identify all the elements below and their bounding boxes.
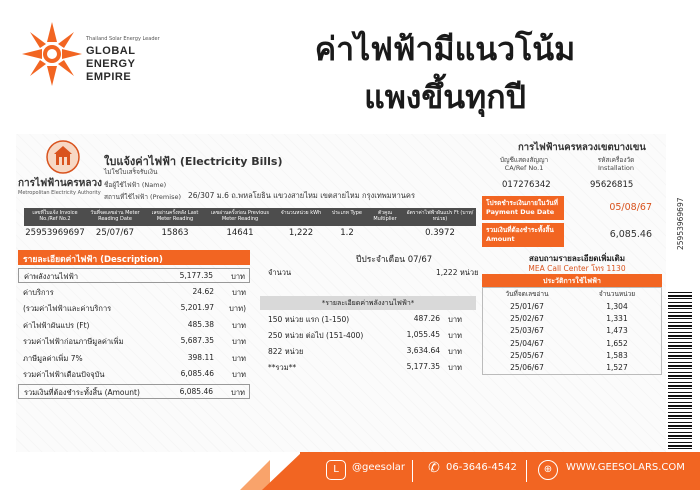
phone-link[interactable]: 06-3646-4542 <box>446 462 517 473</box>
info-header-cell: ตัวคูณ Multiplier <box>373 210 397 222</box>
usage-label: จำนวน <box>268 268 292 277</box>
usage-history-header: ประวัติการใช้ไฟฟ้า <box>482 274 662 287</box>
phone-icon: ✆ <box>428 460 440 476</box>
meter-type: 1.2 <box>340 228 354 238</box>
history-units: 1,331 <box>606 314 628 324</box>
usage-history-row <box>482 363 662 375</box>
history-date: 25/05/67 <box>510 350 544 360</box>
history-units: 1,652 <box>606 338 628 348</box>
energy-detail-unit: บาท <box>448 331 462 340</box>
installation-label-en: Installation <box>597 164 634 173</box>
description-value: 485.38 <box>187 319 214 329</box>
energy-detail-row <box>268 346 478 360</box>
header <box>0 0 700 132</box>
info-header-cell: จำนวนหน่วย kWh <box>280 210 322 216</box>
description-label: ภาษีมูลค่าเพิ่ม 7% <box>23 353 83 363</box>
description-row <box>18 285 250 300</box>
company-logo <box>20 14 180 94</box>
footer <box>0 452 700 490</box>
description-row <box>18 301 250 316</box>
due-date-label: โปรดชำระเงินภายในวันที่ Payment Due Date <box>482 196 564 220</box>
energy-detail-unit: บาท <box>448 347 462 356</box>
energy-detail-row <box>268 362 478 376</box>
description-unit: บาท) <box>229 304 246 313</box>
history-date: 25/03/67 <box>510 326 544 336</box>
multiplier <box>366 228 404 242</box>
description-value: 5,177.35 <box>179 271 213 280</box>
energy-detail-row <box>268 314 478 328</box>
history-col-units: จำนวนหน่วย <box>598 290 636 298</box>
history-date: 25/01/67 <box>510 302 544 311</box>
energy-detail-unit: บาท <box>448 315 462 324</box>
description-header: รายละเอียดค่าไฟฟ้า (Description) <box>18 250 250 265</box>
ca-label-th: บัญชีแสดงสัญญา <box>499 156 549 164</box>
footer-divider <box>412 460 413 482</box>
description-row <box>18 334 250 349</box>
description-label: รวมค่าไฟฟ้าก่อนภาษีมูลค่าเพิ่ม <box>23 337 124 346</box>
description-label: รวมเงินที่ต้องชำระทั้งสิ้น (Amount) <box>24 387 140 397</box>
info-header-cell: เลขที่ใบแจ้ง Invoice No./Ref No.2 <box>32 210 78 222</box>
ca-value: 017276342 <box>502 180 551 190</box>
installation-value: 95626815 <box>590 180 634 190</box>
branch-title: การไฟฟ้านครหลวงเขตบางเขน <box>518 142 646 153</box>
premise-label: สถานที่ใช้ไฟฟ้า (Premise) <box>104 193 181 201</box>
ca-label-en: CA/Ref No.1 <box>504 164 544 173</box>
energy-detail-label: **รวม** <box>268 363 297 372</box>
amount-label: รวมเงินที่ต้องชำระทั้งสิ้น Amount <box>482 223 564 247</box>
barcode-number: 25953969697 <box>676 197 685 250</box>
history-col-date: วันที่จดเลขอ่าน <box>505 290 549 298</box>
bill-title: ใบแจ้งค่าไฟฟ้า (Electricity Bills) <box>104 155 283 168</box>
description-row <box>18 367 250 382</box>
authority-name-en: Metropolitan Electricity Authority <box>18 190 101 196</box>
energy-detail-label: 250 หน่วย ต่อไป (151-400) <box>268 331 364 340</box>
description-row <box>18 318 250 333</box>
meter-info-header <box>24 208 476 226</box>
line-chat-icon: L <box>326 460 346 480</box>
energy-detail-unit: บาท <box>448 363 462 372</box>
history-units: 1,527 <box>606 363 628 372</box>
bill-subtitle: ไม่ใช่ใบเสร็จรับเงิน <box>104 168 158 176</box>
history-date: 25/02/67 <box>510 314 544 324</box>
headline-line-2: แพงขึ้นทุกปี <box>364 78 526 116</box>
description-unit: บาท <box>232 353 246 363</box>
usage-history-row <box>482 339 662 351</box>
logo-line-global: GLOBAL <box>86 45 136 57</box>
info-header-cell: เลขอ่านครั้งหลัง Last Meter Reading <box>151 210 199 222</box>
usage-history-row <box>482 314 662 326</box>
history-units: 1,583 <box>606 350 628 360</box>
due-date-value: 05/08/67 <box>609 202 652 213</box>
mea-seal-icon <box>46 140 80 174</box>
invoice-number: 25953969697 <box>25 228 85 238</box>
footer-divider <box>526 460 527 482</box>
description-label: ค่าพลังงานไฟฟ้า <box>24 272 79 281</box>
last-reading: 15863 <box>161 228 189 238</box>
usage-history-row <box>482 326 662 338</box>
history-date: 25/06/67 <box>510 363 544 372</box>
description-value: 5,201.97 <box>180 303 214 312</box>
energy-detail-value: 1,055.45 <box>406 330 440 339</box>
energy-detail-value: 5,177.35 <box>406 362 440 371</box>
description-unit: บาท <box>231 272 245 281</box>
call-center: MEA Call Center โทร 1130 <box>528 264 626 273</box>
name-label: ชื่อผู้ใช้ไฟฟ้า (Name) <box>104 181 167 189</box>
description-unit: บาท <box>231 387 245 397</box>
description-unit: บาท <box>232 337 246 346</box>
barcode <box>668 292 692 452</box>
description-value: 24.62 <box>192 286 214 296</box>
energy-detail-value: 487.26 <box>413 314 440 323</box>
footer-accent <box>262 452 302 490</box>
electricity-bill <box>16 134 666 452</box>
description-row <box>18 268 250 283</box>
description-value: 398.11 <box>187 352 214 362</box>
history-units: 1,473 <box>606 326 628 336</box>
usage-value: 1,222 หน่วย <box>436 268 479 277</box>
headline-line-1: ค่าไฟฟ้ามีแนวโน้ม <box>314 30 576 68</box>
kwh-units: 1,222 <box>288 228 314 238</box>
energy-detail-row <box>268 330 478 344</box>
energy-detail-value: 3,634.64 <box>406 346 440 355</box>
info-header-cell: อัตราค่าไฟฟ้าผันแปร Ft (บาท/หน่วย) <box>406 210 474 222</box>
installation-label-th: รหัสเครื่องวัด <box>597 156 635 164</box>
more-info-title: สอบถามรายละเอียดเพิ่มเติม <box>529 254 625 263</box>
usage-history-row <box>482 351 662 363</box>
website-link[interactable]: WWW.GEESOLARS.COM <box>566 462 685 473</box>
info-header-cell: เลขอ่านครั้งก่อน Previous Meter Reading <box>210 210 270 222</box>
billing-period: ปีประจำเดือน 07/67 <box>356 255 433 265</box>
description-unit: บาท <box>232 320 246 330</box>
ft-rate: 0.3972 <box>425 228 455 238</box>
ca-label <box>484 156 564 172</box>
meter-info-row <box>24 228 476 242</box>
description-label: ค่าไฟฟ้าผันแปร (Ft) <box>23 320 90 330</box>
logo-line-empire: EMPIRE <box>86 71 132 83</box>
amount-value: 6,085.46 <box>609 229 652 240</box>
previous-reading: 14641 <box>226 228 254 238</box>
usage-history-columns <box>482 289 662 301</box>
description-row <box>18 351 250 366</box>
description-unit: บาท <box>232 370 246 379</box>
installation-label <box>576 156 656 172</box>
info-header-cell: วันที่จดเลขอ่าน Meter Reading Date <box>90 210 140 222</box>
globe-icon: ⊕ <box>538 460 558 480</box>
description-value: 6,085.46 <box>180 369 214 378</box>
description-label: (รวมค่าไฟฟ้าและค่าบริการ <box>23 304 112 313</box>
premise-value: 26/307 ม.6 ถ.พหลโยธิน แขวงสายไหม เขตสายไหม กรุงเทพมหานคร <box>188 191 415 200</box>
info-header-cell: ประเภท Type <box>332 210 362 216</box>
line-id-link[interactable]: @geesolar <box>352 462 405 473</box>
description-unit: บาท <box>232 287 246 297</box>
energy-detail-label: 150 หน่วย แรก (1-150) <box>268 315 350 324</box>
description-row <box>18 384 250 399</box>
description-label: รวมค่าไฟฟ้าเดือนปัจจุบัน <box>23 370 105 379</box>
usage-history-row <box>482 302 662 314</box>
logo-line-energy: ENERGY <box>86 58 136 70</box>
description-value: 6,085.46 <box>179 386 213 396</box>
history-date: 25/04/67 <box>510 338 544 348</box>
reading-date: 25/07/67 <box>95 228 135 238</box>
sun-logo-icon <box>22 16 82 90</box>
logo-tagline: Thailand Solar Energy Leader <box>86 36 160 42</box>
description-value: 5,687.35 <box>180 336 214 345</box>
energy-detail-label: 822 หน่วย <box>268 347 304 356</box>
authority-name: การไฟฟ้านครหลวง <box>18 178 102 189</box>
history-units: 1,304 <box>606 302 628 311</box>
energy-detail-header: *รายละเอียดค่าพลังงานไฟฟ้า* <box>260 296 476 310</box>
description-label: ค่าบริการ <box>23 287 54 297</box>
